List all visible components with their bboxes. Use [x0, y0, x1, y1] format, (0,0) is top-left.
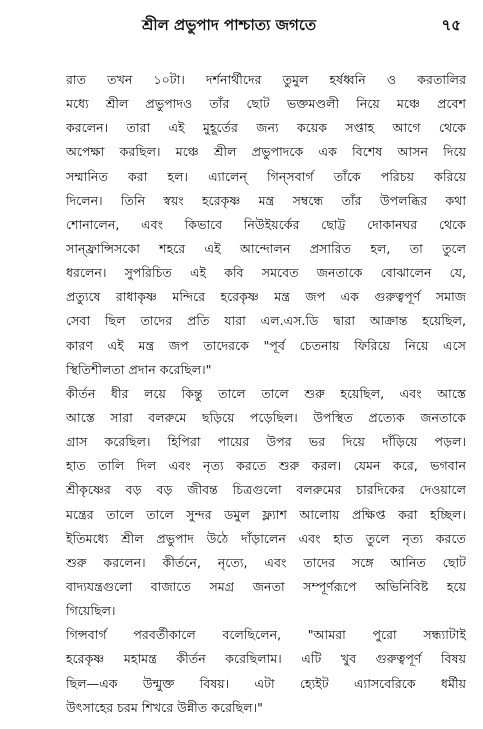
text-line: সেবা ছিল তাদের প্রতি যারা এল.এস.ডি দ্বারা আক্রান্ত হয়েছিল, [66, 313, 466, 329]
text-line: হরেকৃষ্ণ মহামন্ত্র কীর্তন করেছিলাম। এটি খুব গুরুত্বপূর্ণ বিষয় [66, 651, 466, 667]
text-line: স্থিতিশীলতা প্রদান করেছিল।" [66, 361, 212, 377]
body-text [66, 68, 466, 720]
text-line: মধ্যে শ্রীল প্রভুপাদও তাঁর ছোট ভক্তমণ্ডলী নিয়ে মঞ্চে প্রবেশ [66, 96, 466, 112]
text-line: কারণ এই মন্ত্র জপ তাদেরকে "পূর্ব চেতনায় ফিরিয়ে নিয়ে এসে [66, 337, 466, 353]
text-line: সম্মানিত করা হল। এ্যালেন্ গিন্‌সবার্গ তাঁকে পরিচয় করিয়ে [66, 168, 466, 184]
text-line: আস্তে সারা বলরুমে ছড়িয়ে পড়েছিল। উপস্থিত প্রত্যেক জনতাকে [66, 409, 466, 425]
text-line: দিলেন। তিনি স্বয়ং হরেকৃষ্ণ মন্ত্র সম্বন্ধে তাঁর উপলব্ধির কথা [66, 192, 466, 208]
text-line: গিন্সবার্গ পরবর্তীকালে বলেছিলেন, "আমরা পুরো সন্ধ্যাটাই [66, 627, 466, 643]
paragraph-1 [66, 68, 466, 382]
text-line: গিয়েছিল। [66, 603, 116, 619]
text-line: কীর্তন ধীর লয়ে কিন্তু তালে তালে শুরু হয়েছিল, এবং আস্তে [66, 385, 466, 401]
text-line: প্রত্যুষে রাধাকৃষ্ণ মন্দিরে হরেকৃষ্ণ মন্ত্র জপ এক গুরুত্বপূর্ণ সমাজ [66, 289, 466, 305]
text-line: শ্রীকৃষ্ণের বড় বড় জীবন্ত চিত্রগুলো বলরুমের চারদিকের দেওয়ালে [66, 482, 466, 498]
page-header [66, 14, 461, 40]
text-line: বাদ্যযন্ত্রগুলো বাজাতে সমগ্র জনতা সম্পূর্ণরূপে অভিনিবিষ্ট হয়ে [66, 578, 466, 594]
text-line: ছিল—এক উন্মুক্ত বিষয়। এটা হ্যেইট এ্যাসবেরিকে ধর্মীয় [66, 675, 466, 691]
text-line: শুরু করলেন। কীর্তনে, নৃত্যে, এবং তাদের সঙ্গে আনিত ছোট [66, 554, 466, 570]
text-line: ইতিমধ্যে শ্রীল প্রভুপাদ উঠে দাঁড়ালেন এবং হাত তুলে নৃত্য করতে [66, 530, 466, 546]
text-line: ধরলেন। সুপরিচিত এই কবি সমবেত জনতাকে বোঝালেন যে, [66, 265, 466, 281]
text-line: মন্ত্রের তালে তালে সুন্দর ডমুল ফ্ল্যাশ আলোয় প্রক্ষিপ্ত করা হচ্ছিল। [66, 506, 466, 522]
paragraph-2 [66, 382, 466, 623]
paragraph-3 [66, 623, 466, 720]
text-line: শোনালেন, এবং কিভাবে নিউইয়র্কের ছোট্ট দোকানঘর থেকে [66, 216, 466, 232]
text-line: রাত তখন ১০টা। দর্শনার্থীদের তুমুল হর্ষধ্বনি ও করতালির [66, 72, 466, 87]
text-line: করলেন। তারা এই মুহূর্তের জন্য কয়েক সপ্তাহ আগে থেকে [66, 120, 466, 136]
page-number: ৭৫ [441, 16, 461, 34]
text-line: অপেক্ষা করছিল। মঞ্চে শ্রীল প্রভুপাদকে এক বিশেষ আসন দিয়ে [66, 144, 466, 160]
running-title: শ্রীল প্রভুপাদ পাশ্চাত্য জগতে [142, 16, 317, 34]
text-line: সান্‌ফ্রান্সিসকো শহরে এই আন্দোলন প্রসারিত হল, তা তুলে [66, 240, 466, 256]
text-line: গ্রাস করেছিল। হিপিরা পায়ের উপর ভর দিয়ে দাঁড়িয়ে পড়ল। [66, 434, 466, 450]
text-line: উৎসাহের চরম শিখরে উন্নীত করেছিল।" [66, 699, 263, 715]
text-line: হাত তালি দিল এবং নৃত্য করতে শুরু করল। যেমন করে, ভগবান [66, 458, 466, 474]
